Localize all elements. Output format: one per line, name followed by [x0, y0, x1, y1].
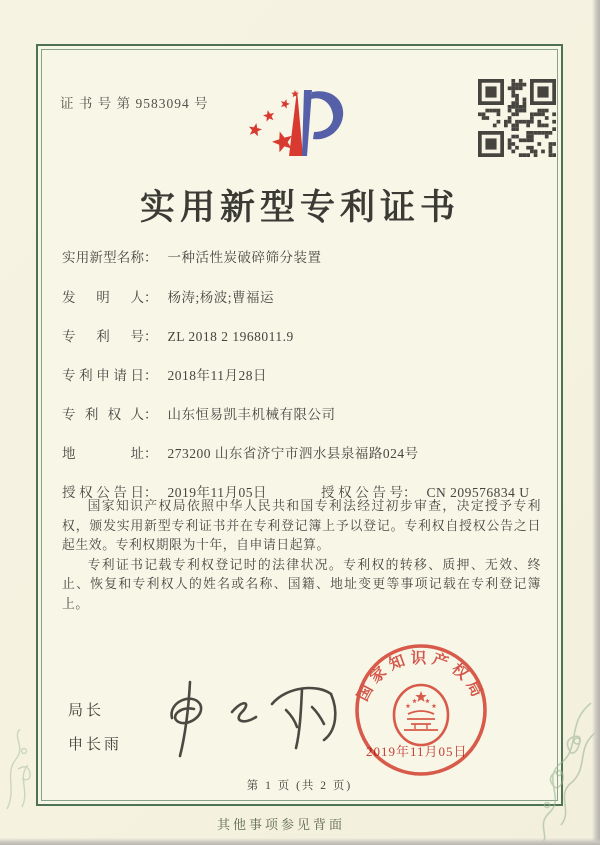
field-colon: ： [403, 485, 417, 500]
legal-paragraph-1: 国家知识产权局依照中华人民共和国专利法经过初步审查，决定授予专利权，颁发实用新型专利证书并在专利登记簿上予以登记。专利权自授权公告之日起生效。专利权期限为十年，自申请日起算。 [62, 499, 541, 552]
legal-text [62, 497, 541, 614]
field-colon: ： [144, 329, 158, 344]
field-label: 发明人 [62, 290, 144, 305]
field-colon: ： [144, 485, 158, 500]
qr-code-icon [478, 79, 556, 157]
legal-paragraph-2: 专利证书记载专利权登记时的法律状况。专利权的转移、质押、无效、终止、恢复和专利权人的姓名或名称、国籍、地址变更等事项记载在专利登记簿上。 [62, 557, 541, 611]
field-label: 实用新型名称 [62, 250, 144, 265]
field-label: 专利申请日 [62, 368, 144, 383]
field-row-patent-number [62, 325, 294, 345]
field-row-filing-date [62, 364, 267, 384]
scan-edge [592, 0, 600, 845]
field-label: 专利号 [62, 329, 144, 344]
field-value-patent-number: ZL 2018 2 1968011.9 [167, 329, 294, 344]
field-row-inventors [62, 286, 274, 306]
signer-block [68, 694, 122, 762]
seal-date: 2019年11月05日 [366, 744, 468, 759]
field-colon: ： [144, 407, 158, 422]
signer-name: 申长雨 [68, 737, 123, 753]
field-row-name [62, 246, 322, 266]
scan-edge [0, 838, 600, 845]
field-value-patentee: 山东恒易凯丰机械有限公司 [167, 407, 336, 422]
field-value-inventors: 杨涛;杨波;曹福运 [167, 290, 275, 305]
field-value-address: 273200 山东省济宁市泗水县泉福路024号 [167, 446, 419, 461]
cnipa-logo-icon [233, 84, 373, 184]
field-label: 地址 [62, 446, 144, 461]
footer-note: 其他事项参见背面 [216, 817, 345, 832]
handwritten-signature-icon [150, 672, 350, 767]
signer-title: 局长 [68, 703, 105, 719]
field-value-filing-date: 2018年11月28日 [167, 368, 267, 383]
field-value-grant-number: CN 209576834 U [426, 485, 530, 500]
field-value-grant-date: 2019年11月05日 [167, 485, 267, 500]
page-number: 第 1 页 (共 2 页) [246, 780, 353, 792]
field-value-invention-name: 一种活性炭破碎筛分装置 [167, 250, 322, 265]
seal-text: 国家知识产权局 [354, 649, 488, 704]
certificate-number: 证 书 号 第 9583094 号 [60, 96, 209, 111]
field-row-patentee [62, 403, 336, 423]
field-label: 授权公告号 [321, 485, 403, 500]
field-colon: ： [144, 290, 158, 305]
field-colon: ： [144, 250, 158, 265]
national-emblem-icon [394, 685, 448, 745]
field-colon: ： [144, 446, 158, 461]
field-row-address [62, 442, 419, 462]
field-colon: ： [144, 368, 158, 383]
field-label: 授权公告日 [62, 485, 144, 500]
field-label: 专利权人 [62, 407, 144, 422]
certificate-title: 实用新型专利证书 [139, 188, 460, 227]
